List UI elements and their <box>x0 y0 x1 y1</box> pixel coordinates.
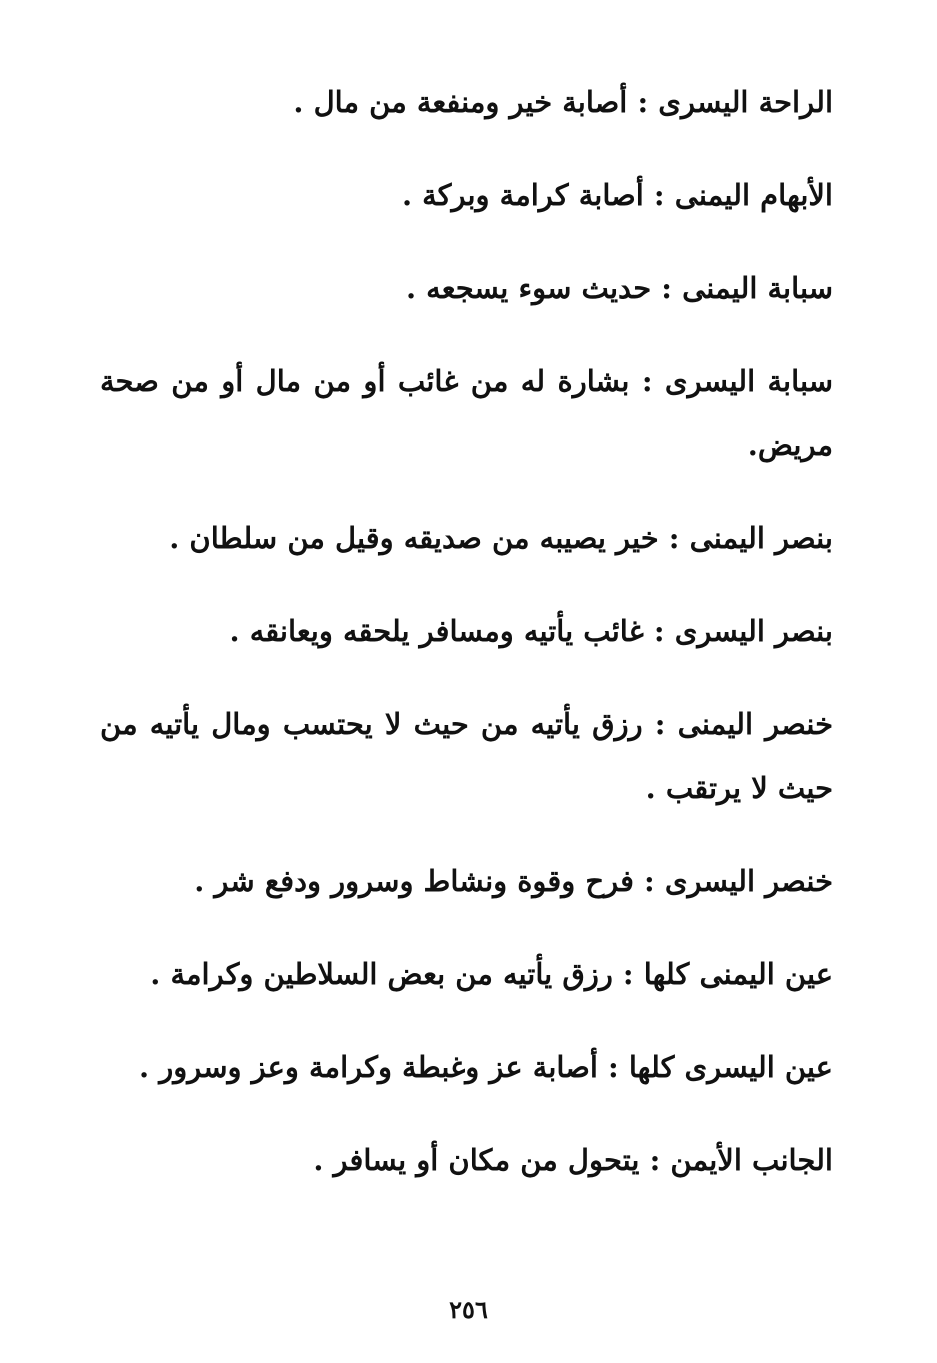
entry-right-ring: بنصر اليمنى : خير يصيبه من صديقه وقيل من سلطان . <box>169 521 833 555</box>
entry-right-pinky: خنصر اليمنى : رزق يأتيه من حيث لا يحتسب ومال يأتيه من حيث لا يرتقب . <box>100 707 833 805</box>
entry-left-eye: عين اليسرى كلها : أصابة عز وغبطة وكرامة وعز وسرور . <box>139 1050 833 1084</box>
entry-right-side: الجانب الأيمن : يتحول من مكان أو يسافر . <box>313 1143 833 1177</box>
entry-right-index: سبابة اليمنى : حديث سوء يسجعه . <box>405 271 833 305</box>
page-number: ٢٥٦ <box>449 1295 488 1324</box>
entries-list <box>100 70 833 1221</box>
entry-right-palm: الراحة اليسرى : أصابة خير ومنفعة من مال . <box>293 85 833 119</box>
entry-right-eye: عين اليمنى كلها : رزق يأتيه من بعض السلاطين وكرامة . <box>150 957 833 991</box>
entry-left-ring: بنصر اليسرى : غائب يأتيه ومسافر يلحقه ويعانقه . <box>229 614 833 648</box>
entry-left-pinky: خنصر اليسرى : فرح وقوة ونشاط وسرور ودفع شر . <box>194 864 833 898</box>
entry-left-index: سبابة اليسرى : بشارة له من غائب أو من مال أو من صحة مريض. <box>100 364 833 462</box>
entry-right-thumb: الأبهام اليمنى : أصابة كرامة وبركة . <box>401 178 833 212</box>
